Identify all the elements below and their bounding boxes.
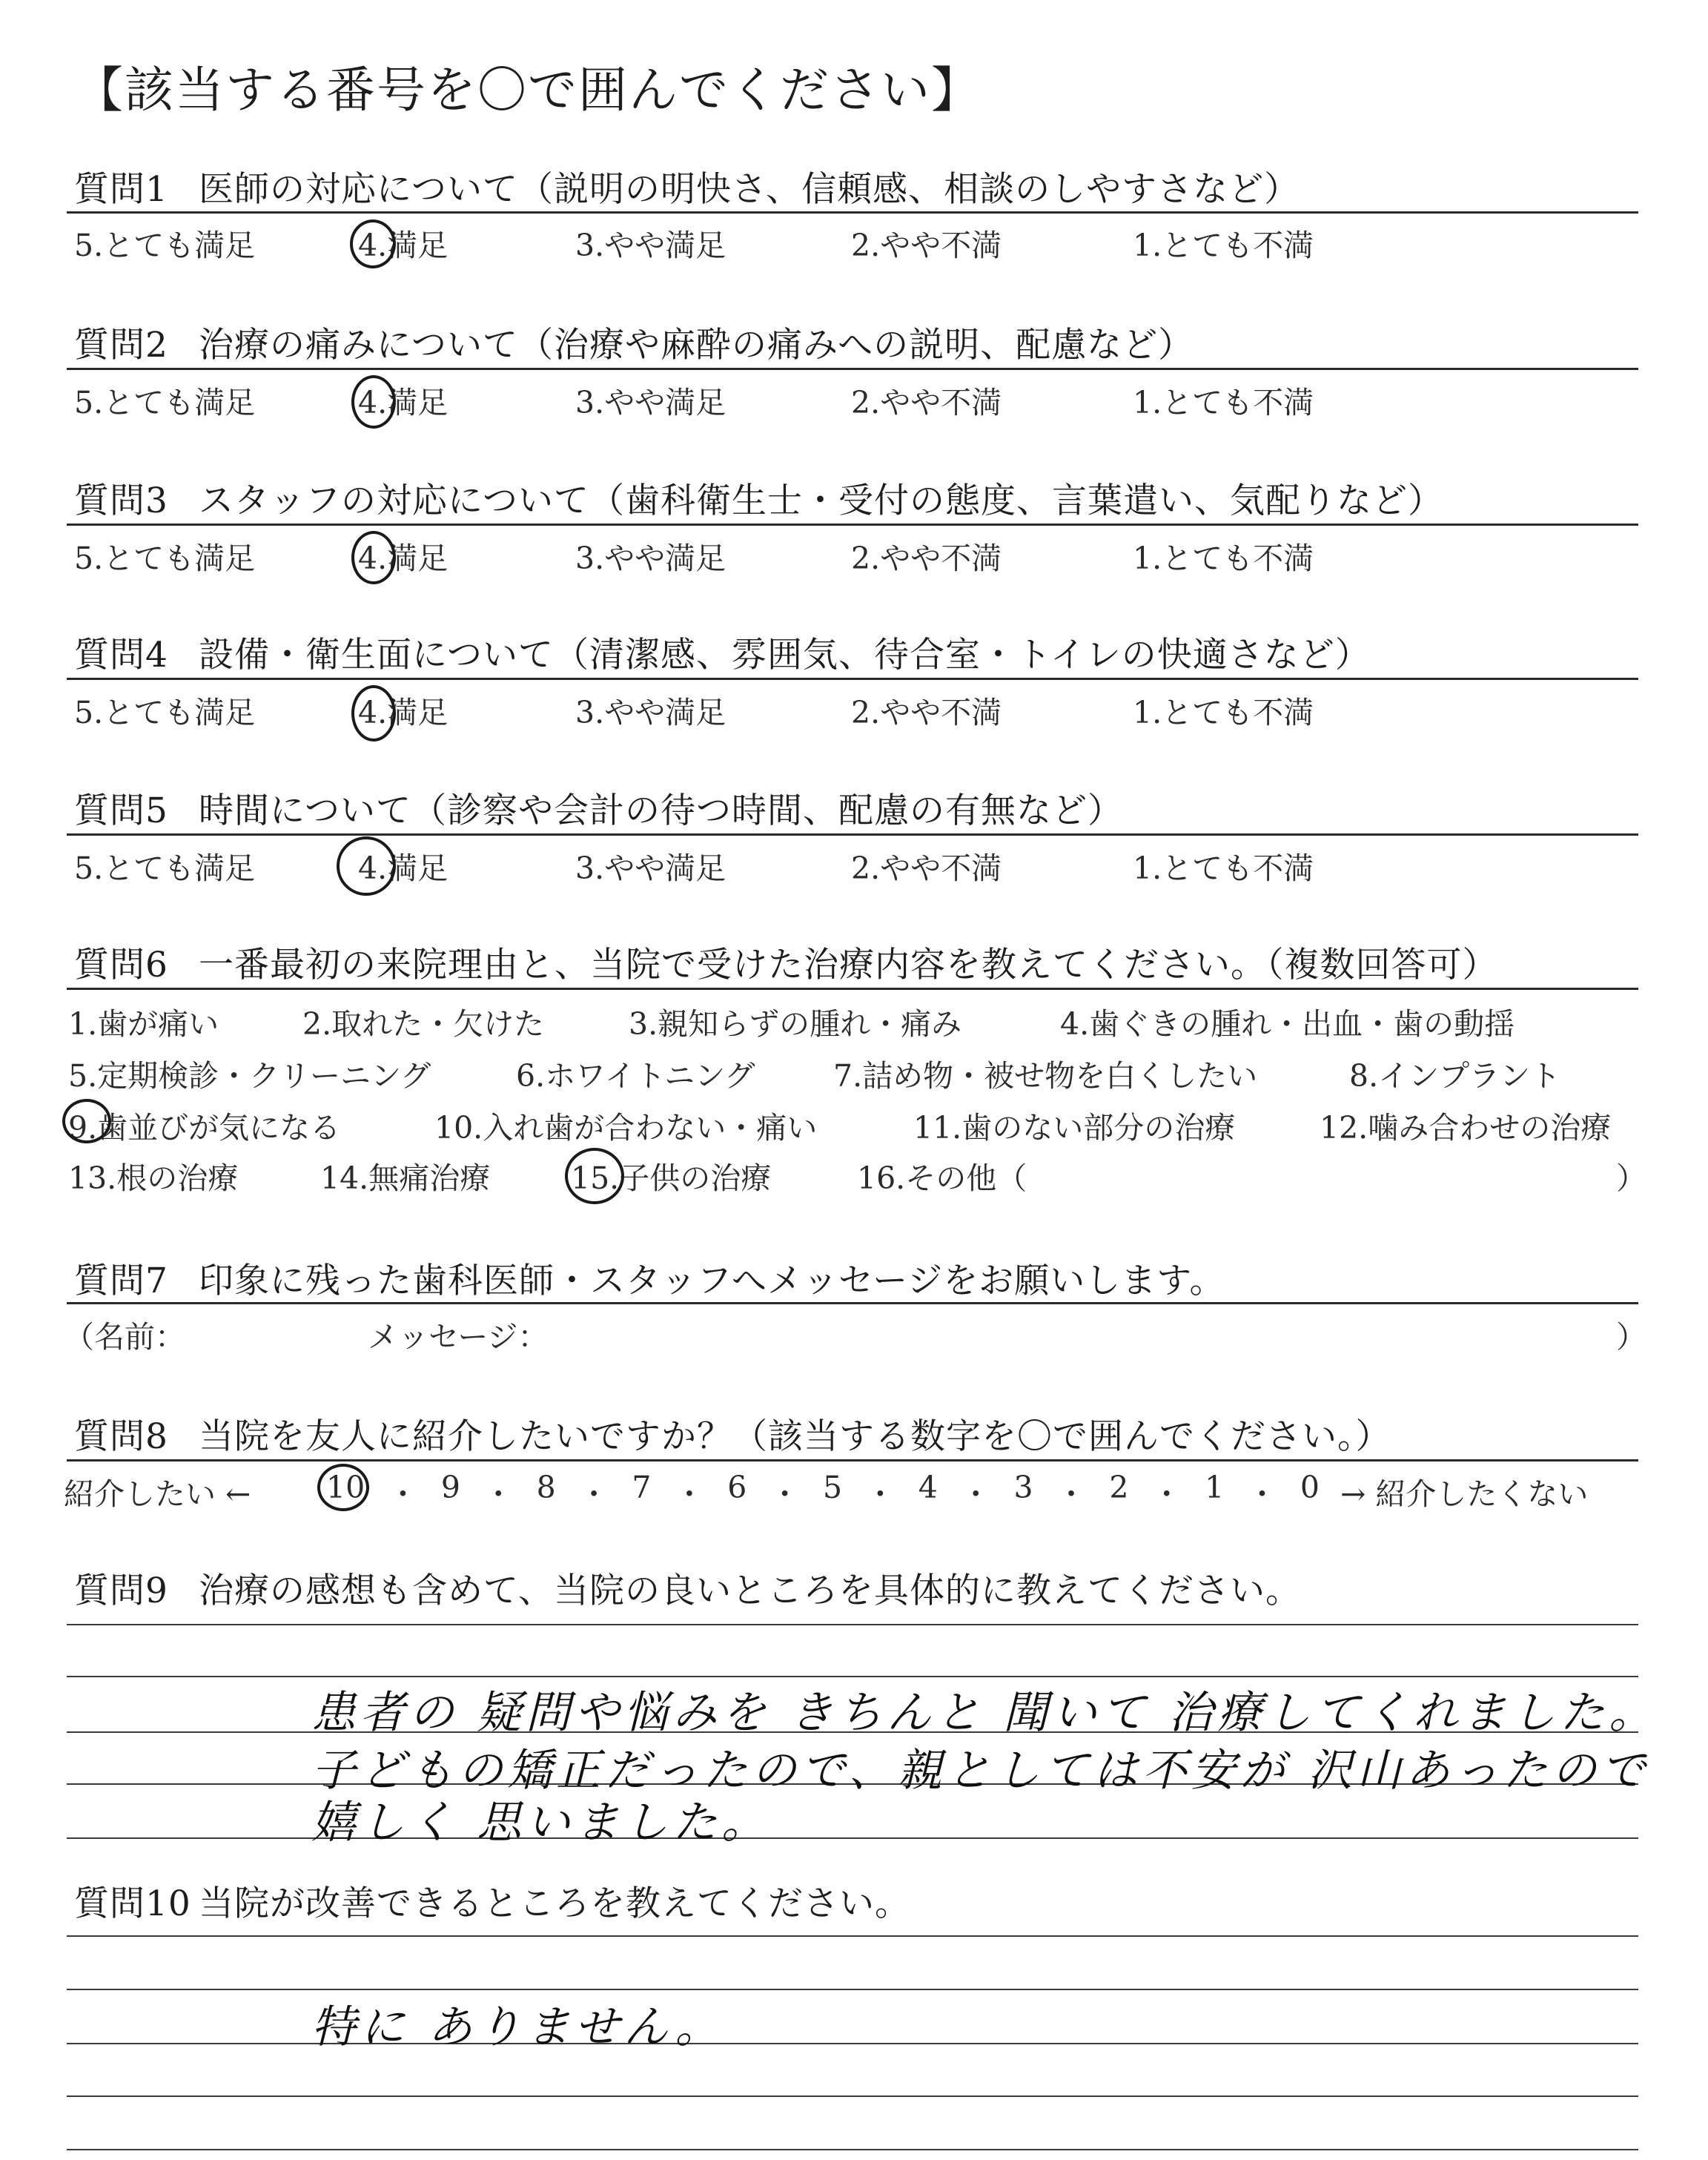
question-1-heading	[74, 162, 1300, 211]
q6-option-5[interactable]: 5.定期検診・クリーニング	[68, 1058, 431, 1094]
question-7-number: 質問7	[74, 1261, 168, 1301]
q6-option-15[interactable]: 15.子供の治療	[571, 1160, 772, 1196]
q5-option-4[interactable]: 4.満足	[358, 851, 448, 886]
q6-option-14[interactable]: 14.無痛治療	[320, 1160, 491, 1196]
q6-option-10[interactable]: 10.入れ歯が合わない・痛い	[434, 1110, 818, 1146]
q8-scale-2[interactable]: 2	[1109, 1470, 1129, 1505]
q4-option-1[interactable]: 1.とても不満	[1133, 695, 1314, 730]
q8-scale-8[interactable]: 8	[536, 1470, 556, 1505]
q5-option-5[interactable]: 5.とても満足	[74, 851, 256, 886]
question-5-heading	[74, 783, 1123, 833]
q6-other-close: ）	[1616, 1160, 1646, 1196]
q4-option-2[interactable]: 2.やや不満	[851, 695, 1002, 730]
q8-right-label: → 紹介したくない	[1340, 1476, 1589, 1512]
q2-selection-circle	[351, 375, 396, 429]
question-10-heading	[74, 1876, 910, 1926]
q8-dot: ・	[1151, 1476, 1182, 1512]
question-8-number: 質問8	[74, 1416, 168, 1457]
q3-option-5[interactable]: 5.とても満足	[74, 541, 256, 576]
q7-message-label: メッセージ：	[368, 1319, 549, 1355]
question-6-text: 一番最初の来院理由と、当院で受けた治療内容を教えてください。（複数回答可）	[199, 945, 1498, 985]
question-8-rule	[67, 1459, 1638, 1462]
q8-dot: ・	[483, 1476, 514, 1512]
question-9-heading	[74, 1563, 1301, 1613]
q8-scale-4[interactable]: 4	[918, 1470, 938, 1505]
q2-option-4[interactable]: 4.満足	[358, 385, 448, 420]
q8-scale-5[interactable]: 5	[822, 1470, 843, 1505]
q4-option-5[interactable]: 5.とても満足	[74, 695, 256, 730]
q6-option-11[interactable]: 11.歯のない部分の治療	[913, 1110, 1236, 1146]
question-9-text: 治療の感想も含めて、当院の良いところを具体的に教えてください。	[199, 1571, 1302, 1611]
q2-option-3[interactable]: 3.やや満足	[575, 385, 726, 420]
q2-option-2[interactable]: 2.やや不満	[851, 385, 1002, 420]
question-2-heading	[74, 317, 1194, 367]
q6-option-1[interactable]: 1.歯が痛い	[68, 1006, 219, 1042]
q5-option-2[interactable]: 2.やや不満	[851, 851, 1002, 886]
question-1-number: 質問1	[74, 169, 168, 210]
q8-scale-6[interactable]: 6	[727, 1470, 747, 1505]
q6-option-12[interactable]: 12.噛み合わせの治療	[1320, 1110, 1612, 1146]
q8-scale-1[interactable]: 1	[1205, 1470, 1225, 1505]
q4-selection-circle	[351, 685, 396, 742]
q8-dot: ・	[578, 1476, 609, 1512]
question-7-text: 印象に残った歯科医師・スタッフへメッセージをお願いします。	[199, 1261, 1225, 1301]
question-2-rule	[67, 368, 1638, 370]
question-2-number: 質問2	[74, 325, 168, 366]
q10-line	[67, 2095, 1638, 2097]
q10-line	[67, 2149, 1638, 2150]
q8-scale-9[interactable]: 9	[440, 1470, 460, 1505]
question-6-number: 質問6	[74, 945, 168, 985]
question-2-text: 治療の痛みについて（治療や麻酔の痛みへの説明、配慮など）	[199, 325, 1194, 366]
q8-selection-circle	[317, 1464, 369, 1511]
q1-option-1[interactable]: 1.とても不満	[1133, 228, 1314, 263]
q3-option-2[interactable]: 2.やや不満	[851, 541, 1002, 576]
question-7-rule	[67, 1302, 1638, 1304]
q8-dot: ・	[674, 1476, 705, 1512]
q5-option-1[interactable]: 1.とても不満	[1133, 851, 1314, 886]
q1-option-3[interactable]: 3.やや満足	[575, 228, 726, 263]
q6-option-3[interactable]: 3.親知らずの腫れ・痛み	[629, 1006, 962, 1042]
q1-selection-circle	[350, 219, 396, 268]
q3-option-1[interactable]: 1.とても不満	[1133, 541, 1314, 576]
question-4-number: 質問4	[74, 635, 168, 676]
q10-line	[67, 1989, 1638, 1990]
q6-option-16[interactable]: 16.その他（	[857, 1160, 1027, 1196]
q9-answer-line-2: 子どもの矯正だったので、親としては不安が 沢山あったので	[311, 1745, 1650, 1797]
q8-scale-3[interactable]: 3	[1013, 1470, 1033, 1505]
question-3-heading	[74, 473, 1443, 523]
q9-line	[67, 1624, 1638, 1625]
q5-option-3[interactable]: 3.やや満足	[575, 851, 726, 886]
question-9-number: 質問9	[74, 1571, 168, 1611]
question-4-text: 設備・衛生面について（清潔感、雰囲気、待合室・トイレの快適さなど）	[199, 635, 1371, 676]
q4-option-4[interactable]: 4.満足	[358, 695, 448, 730]
q8-scale-10[interactable]: 10	[326, 1470, 365, 1505]
q2-option-1[interactable]: 1.とても不満	[1133, 385, 1314, 420]
q10-answer-line-1: 特に ありません。	[311, 2001, 724, 2053]
q6-selection-circle-9	[62, 1099, 111, 1143]
question-4-rule	[67, 678, 1638, 680]
question-5-number: 質問5	[74, 790, 168, 831]
q10-line	[67, 1935, 1638, 1937]
question-6-rule	[67, 988, 1638, 990]
q6-option-2[interactable]: 2.取れた・欠けた	[302, 1006, 545, 1042]
q8-dot: ・	[769, 1476, 801, 1512]
page-title: 【該当する番号を〇で囲んでください】	[74, 62, 982, 119]
q6-selection-circle-15	[565, 1148, 624, 1204]
q8-dot: ・	[864, 1476, 896, 1512]
question-6-heading	[74, 937, 1498, 987]
q3-option-4[interactable]: 4.満足	[358, 541, 448, 576]
q1-option-2[interactable]: 2.やや不満	[851, 228, 1002, 263]
q6-option-13[interactable]: 13.根の治療	[68, 1160, 239, 1196]
q3-option-3[interactable]: 3.やや満足	[575, 541, 726, 576]
question-8-text: 当院を友人に紹介したいですか？（該当する数字を〇で囲んでください。）	[199, 1416, 1391, 1457]
question-8-heading	[74, 1409, 1391, 1459]
q7-name-label: （名前：	[64, 1319, 185, 1355]
question-4-heading	[74, 627, 1371, 677]
q3-selection-circle	[351, 531, 396, 584]
question-7-heading	[74, 1253, 1225, 1303]
question-1-rule	[67, 211, 1638, 214]
q8-scale-7[interactable]: 7	[632, 1470, 652, 1505]
q8-dot: ・	[1056, 1476, 1087, 1512]
q8-scale	[326, 1470, 1320, 1513]
question-3-rule	[67, 524, 1638, 526]
q9-answer-line-1: 患者の 疑問や悩みを きちんと 聞いて 治療してくれました。	[311, 1687, 1658, 1739]
q1-option-4[interactable]: 4.満足	[358, 228, 448, 263]
q6-option-6[interactable]: 6.ホワイトニング	[516, 1058, 755, 1094]
q4-option-3[interactable]: 3.やや満足	[575, 695, 726, 730]
question-5-rule	[67, 833, 1638, 836]
q2-option-5[interactable]: 5.とても満足	[74, 385, 256, 420]
q8-dot: ・	[388, 1476, 419, 1512]
question-1-text: 医師の対応について（説明の明快さ、信頼感、相談のしやすさなど）	[199, 169, 1300, 210]
q6-option-8[interactable]: 8.インプラント	[1349, 1058, 1561, 1094]
q1-option-5[interactable]: 5.とても満足	[74, 228, 256, 263]
question-10-number: 質問10	[74, 1883, 191, 1924]
q6-option-9[interactable]: 9.歯並びが気になる	[68, 1110, 341, 1146]
q6-option-4[interactable]: 4.歯ぐきの腫れ・出血・歯の動揺	[1060, 1006, 1515, 1042]
question-10-text: 当院が改善できるところを教えてください。	[199, 1883, 910, 1924]
q6-option-7[interactable]: 7.詰め物・被せ物を白くしたい	[833, 1058, 1258, 1094]
q8-scale-0[interactable]: 0	[1300, 1470, 1320, 1505]
q10-line	[67, 2043, 1638, 2044]
q8-dot: ・	[960, 1476, 991, 1512]
q9-answer-line-3: 嬉しく 思いました。	[311, 1797, 771, 1849]
question-5-text: 時間について（診察や会計の待つ時間、配慮の有無など）	[199, 790, 1124, 831]
q8-left-label: 紹介したい ←	[64, 1476, 251, 1512]
q8-dot: ・	[1247, 1476, 1278, 1512]
q7-close: ）	[1616, 1319, 1646, 1355]
q9-line	[67, 1837, 1638, 1839]
question-3-text: スタッフの対応について（歯科衛生士・受付の態度、言葉遣い、気配りなど）	[199, 480, 1444, 521]
q5-selection-circle	[337, 836, 396, 896]
question-3-number: 質問3	[74, 480, 168, 521]
